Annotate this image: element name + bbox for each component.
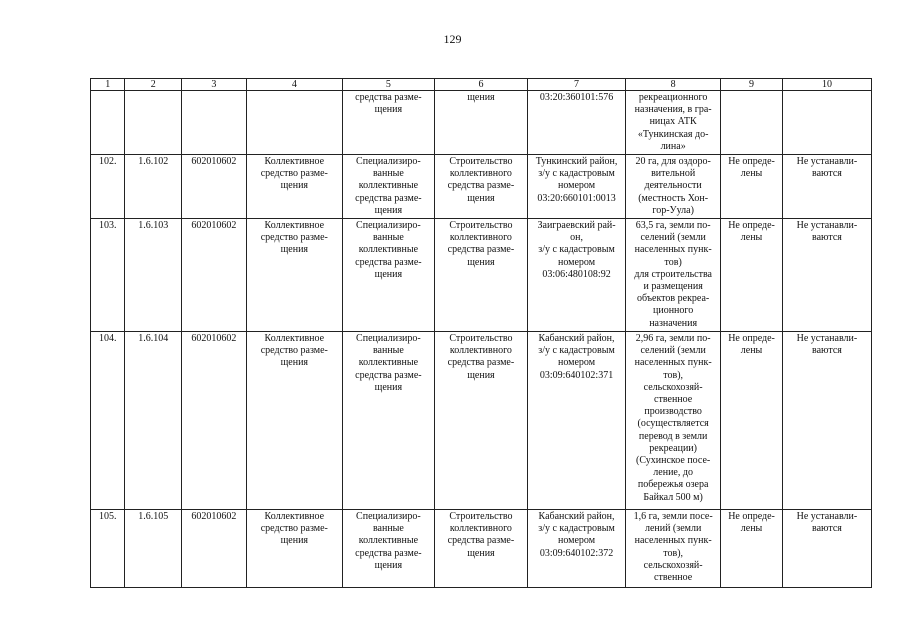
row-number-cell: 103.	[91, 219, 125, 332]
purpose-cell: щения	[434, 91, 527, 155]
object-type-cell: Коллективное средство разме- щения	[246, 510, 342, 588]
column-number: 2	[125, 79, 182, 91]
column-number: 5	[342, 79, 434, 91]
object-code-cell: 1.6.105	[125, 510, 182, 588]
location-cell: Кабанский район, з/у с кадастровым номером 03:09:640102:371	[527, 332, 625, 510]
object-code-cell	[125, 91, 182, 155]
zone-cell	[721, 91, 783, 155]
restrictions-cell: Не устанавли- ваются	[782, 332, 871, 510]
row-number-cell: 104.	[91, 332, 125, 510]
column-number: 9	[721, 79, 783, 91]
location-cell: Кабанский район, з/у с кадастровым номером 03:09:640102:372	[527, 510, 625, 588]
column-number: 6	[434, 79, 527, 91]
object-type-cell: Коллективное средство разме- щения	[246, 155, 342, 219]
object-code-cell: 1.6.104	[125, 332, 182, 510]
column-number: 3	[182, 79, 247, 91]
table-row	[91, 155, 872, 219]
restrictions-cell	[782, 91, 871, 155]
characteristics-cell: 63,5 га, земли по- селений (земли населенных пунк- тов) для строительства и размещения объектов рекреа- ционного назначения	[626, 219, 721, 332]
column-number: 10	[782, 79, 871, 91]
characteristics-cell: рекреационного назначения, в гра- ницах АТК «Тункинская до- лина»	[626, 91, 721, 155]
row-number-cell: 102.	[91, 155, 125, 219]
location-cell: Тункинский район, з/у с кадастровым номером 03:20:660101:0013	[527, 155, 625, 219]
table-row	[91, 510, 872, 588]
register-table	[90, 78, 872, 588]
column-number: 7	[527, 79, 625, 91]
object-kind-cell: Специализиро- ванные коллективные средства разме- щения	[342, 510, 434, 588]
classifier-code-cell: 602010602	[182, 510, 247, 588]
table-row	[91, 91, 872, 155]
zone-cell: Не опреде- лены	[721, 155, 783, 219]
restrictions-cell: Не устанавли- ваются	[782, 219, 871, 332]
restrictions-cell: Не устанавли- ваются	[782, 510, 871, 588]
object-type-cell: Коллективное средство разме- щения	[246, 332, 342, 510]
zone-cell: Не опреде- лены	[721, 332, 783, 510]
object-code-cell: 1.6.102	[125, 155, 182, 219]
purpose-cell: Строительство коллективного средства разме- щения	[434, 332, 527, 510]
page-number: 129	[443, 32, 462, 46]
row-number-cell	[91, 91, 125, 155]
purpose-cell: Строительство коллективного средства разме- щения	[434, 510, 527, 588]
restrictions-cell: Не устанавли- ваются	[782, 155, 871, 219]
zone-cell: Не опреде- лены	[721, 510, 783, 588]
object-type-cell: Коллективное средство разме- щения	[246, 219, 342, 332]
object-kind-cell: Специализиро- ванные коллективные средства разме- щения	[342, 219, 434, 332]
zone-cell: Не опреде- лены	[721, 219, 783, 332]
object-code-cell: 1.6.103	[125, 219, 182, 332]
location-cell: 03:20:360101:576	[527, 91, 625, 155]
purpose-cell: Строительство коллективного средства разме- щения	[434, 219, 527, 332]
classifier-code-cell	[182, 91, 247, 155]
column-number: 4	[246, 79, 342, 91]
table-row	[91, 219, 872, 332]
object-kind-cell: Специализиро- ванные коллективные средства разме- щения	[342, 155, 434, 219]
classifier-code-cell: 602010602	[182, 332, 247, 510]
column-number-row	[91, 79, 872, 91]
characteristics-cell: 1,6 га, земли посе- лений (земли населенных пунк- тов), сельскохозяй- ственное	[626, 510, 721, 588]
characteristics-cell: 20 га, для оздоро- вительной деятельности (местность Хон- гор-Уула)	[626, 155, 721, 219]
table-row	[91, 332, 872, 510]
column-number: 8	[626, 79, 721, 91]
purpose-cell: Строительство коллективного средства разме- щения	[434, 155, 527, 219]
object-kind-cell: средства разме- щения	[342, 91, 434, 155]
characteristics-cell: 2,96 га, земли по- селений (земли населенных пунк- тов), сельскохозяй- ственное производство (осуществляется перевод в земли рекреации) (Сухинское посе- ление, до побережья озера Байкал 500 м)	[626, 332, 721, 510]
object-kind-cell: Специализиро- ванные коллективные средства разме- щения	[342, 332, 434, 510]
column-number: 1	[91, 79, 125, 91]
row-number-cell: 105.	[91, 510, 125, 588]
location-cell: Заиграевский рай- он, з/у с кадастровым номером 03:06:480108:92	[527, 219, 625, 332]
classifier-code-cell: 602010602	[182, 219, 247, 332]
object-type-cell	[246, 91, 342, 155]
classifier-code-cell: 602010602	[182, 155, 247, 219]
